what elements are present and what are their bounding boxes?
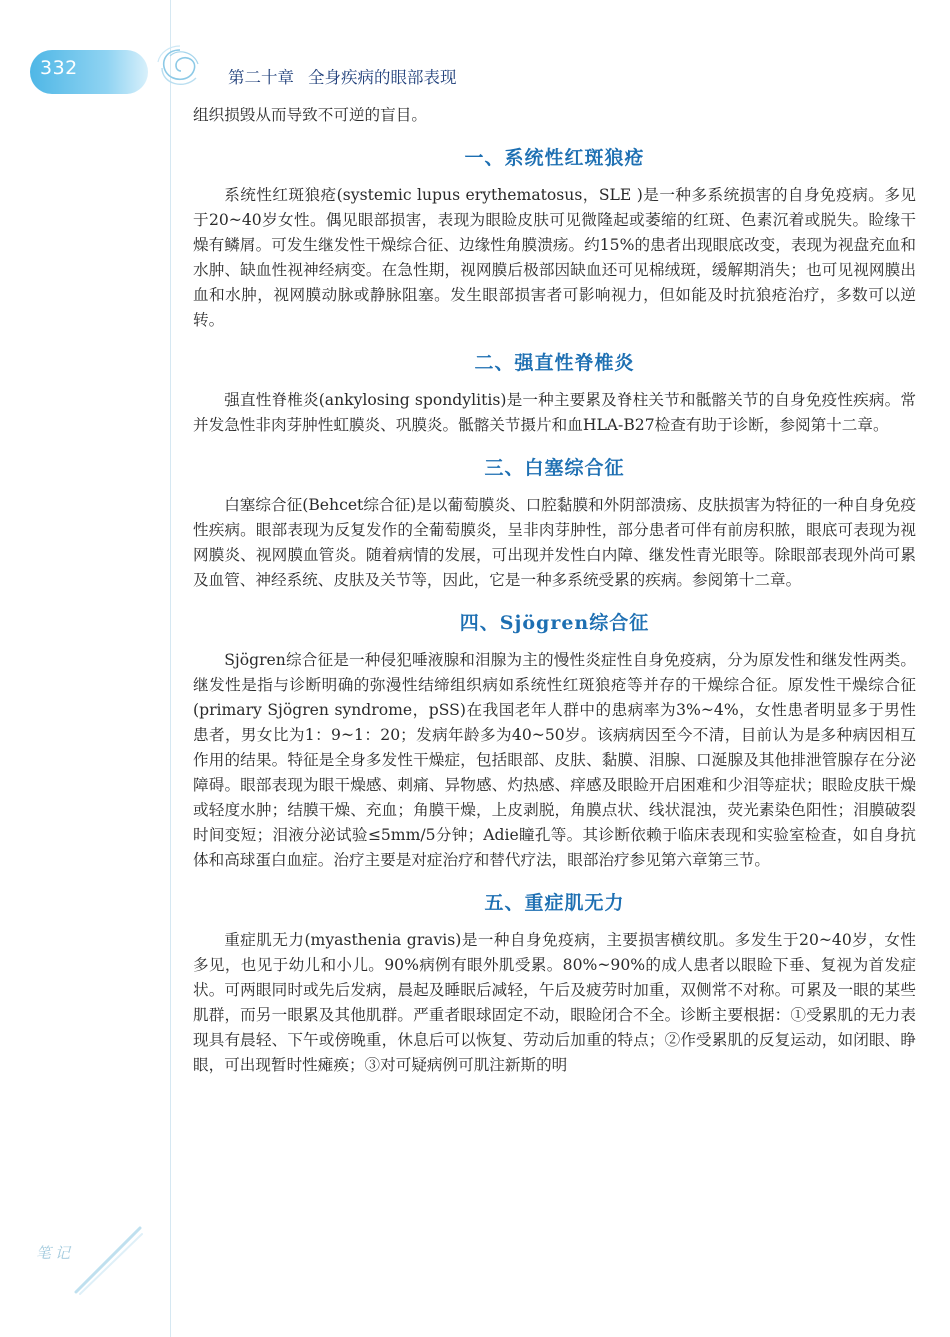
section-paragraph-sjogren: Sjögren综合征是一种侵犯唾液腺和泪腺为主的慢性炎症性自身免疫病，分为原发性和继发性两类。继发性是指与诊断明确的弥漫性结缔组织病如系统性红斑狼疮等并存的干燥综合征。原发性干燥综合征(primary Sjögren syndrome，pSS)在我国老年人群中的患病率为3%~4%，女性患者明显多于男性患者，男女比为1：9~1：20；发病年龄多为40~50岁。该病病因至今不清，目前认为是多种病因相互作用的结果。特征是全身多发性干燥症，包括眼部、皮肤、黏膜、泪腺、口涎腺及其他排泄管腺存在分泌障碍。眼部表现为眼干燥感、刺痛、异物感、灼热感、痒感及眼睑开启困难和少泪等症状；眼睑皮肤干燥或轻度水肿；结膜干燥、充血；角膜干燥，上皮剥脱，角膜点状、线状混浊，荧光素染色阳性；泪膜破裂时间变短；泪液分泌试验≤5mm/5分钟；Adie瞳孔等。其诊断依赖于临床表现和实验室检查，如自身抗体和高球蛋白血症。治疗主要是对症治疗和替代疗法，眼部治疗参见第六章第三节。 [193, 651, 916, 869]
chapter-title: 全身疾病的眼部表现 [308, 68, 457, 87]
chapter-number: 第二十章 [228, 68, 294, 87]
section-heading-behcet: 三、白塞综合征 [484, 457, 625, 479]
section-heading-sjogren: 四、Sjögren综合征 [459, 612, 650, 634]
section-heading-sle: 一、系统性红斑狼疮 [464, 147, 645, 169]
swirl-decoration-icon [150, 38, 210, 98]
section-heading-ankylosing-spondylitis: 二、强直性脊椎炎 [474, 352, 635, 374]
section-paragraph-ankylosing-spondylitis: 强直性脊椎炎(ankylosing spondylitis)是一种主要累及脊柱关节和骶髂关节的自身免疫性疾病。常并发急性非肉芽肿性虹膜炎、巩膜炎。骶髂关节摄片和血HLA-B27检查有助于诊断，参阅第十二章。 [193, 391, 916, 434]
section-paragraph-sle: 系统性红斑狼疮(systemic lupus erythematosus，SLE )是一种多系统损害的自身免疫病。多见于20~40岁女性。偶见眼部损害，表现为眼睑皮肤可见微隆起或萎缩的红斑、色素沉着或脱失。睑缘干燥有鳞屑。可发生继发性干燥综合征、边缘性角膜溃疡。约15%的患者出现眼底改变，表现为视盘充血和水肿、缺血性视神经病变。在急性期，视网膜后极部因缺血还可见棉绒斑，缓解期消失；也可见视网膜出血和水肿，视网膜动脉或静脉阻塞。发生眼部损害者可影响视力，但如能及时抗狼疮治疗，多数可以逆转。 [193, 186, 916, 329]
pen-decoration-icon [70, 1218, 150, 1298]
section-paragraph-behcet: 白塞综合征(Behcet综合征)是以葡萄膜炎、口腔黏膜和外阴部溃疡、皮肤损害为特征的一种自身免疫性疾病。眼部表现为反复发作的全葡萄膜炎，呈非肉芽肿性，部分患者可伴有前房积脓，眼底可表现为视网膜炎、视网膜血管炎。随着病情的发展，可出现并发性白内障、继发性青光眼等。除眼部表现外尚可累及血管、神经系统、皮肤及关节等，因此，它是一种多系统受累的疾病。参阅第十二章。 [193, 496, 916, 589]
margin-notes-label: 笔记 [36, 1244, 75, 1262]
intro-paragraph: 组织损毁从而导致不可逆的盲目。 [193, 106, 427, 124]
section-paragraph-myasthenia-gravis: 重症肌无力(myasthenia gravis)是一种自身免疫病，主要损害横纹肌。多发生于20~40岁，女性多见，也见于幼儿和小儿。90%病例有眼外肌受累。80%~90%的成人患者以眼睑下垂、复视为首发症状。可两眼同时或先后发病，晨起及睡眠后减轻，午后及疲劳时加重，双侧常不对称。可累及一眼的某些肌群，而另一眼累及其他肌群。严重者眼球固定不动，眼睑闭合不全。诊断主要根据：①受累肌的无力表现具有晨轻、下午或傍晚重，休息后可以恢复、劳动后加重的特点；②作受累肌的反复运动，如闭眼、睁眼，可出现暂时性瘫痪；③对可疑病例可肌注新斯的明 [193, 931, 916, 1074]
chapter-header [228, 64, 457, 88]
page-content [193, 103, 916, 1078]
page-number: 332 [40, 57, 78, 79]
section-heading-myasthenia-gravis: 五、重症肌无力 [484, 892, 625, 914]
margin-rule [170, 0, 171, 1337]
